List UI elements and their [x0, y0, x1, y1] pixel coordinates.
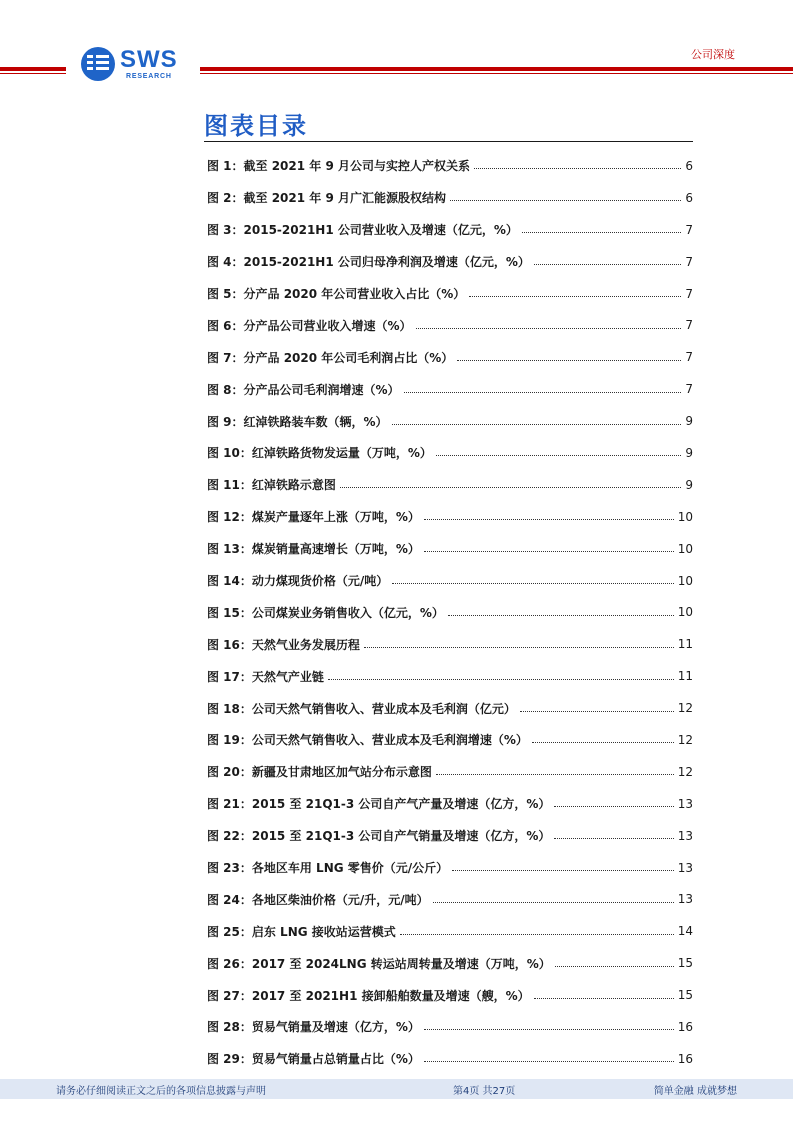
- toc-entry-label: 图 27：2017 至 2021H1 接卸船舶数量及增速（艘，%）: [207, 988, 530, 1003]
- toc-dot-leader: [340, 487, 681, 488]
- toc-entry-label: 图 1：截至 2021 年 9 月公司与实控人产权关系: [207, 159, 470, 174]
- toc-entry[interactable]: [207, 405, 693, 437]
- toc-dot-leader: [452, 870, 674, 871]
- toc-entry[interactable]: [207, 724, 693, 756]
- header-rule-right-thin: [200, 73, 793, 74]
- toc-entry-page: 7: [685, 222, 693, 237]
- toc-entry-label: 图 24：各地区柴油价格（元/升，元/吨）: [207, 892, 429, 907]
- toc-entry-page: 7: [685, 318, 693, 333]
- header-rule-left: [0, 67, 66, 71]
- toc-dot-leader: [404, 392, 682, 393]
- toc-entry[interactable]: [207, 820, 693, 852]
- toc-entry-label: 图 22：2015 至 21Q1-3 公司自产气销量及增速（亿方，%）: [207, 829, 551, 844]
- toc-entry-label: 图 10：红淖铁路货物发运量（万吨，%）: [207, 446, 432, 461]
- toc-entry-page: 16: [677, 1019, 693, 1034]
- toc-entry-page: 13: [677, 860, 693, 875]
- toc-entry-page: 6: [685, 190, 693, 205]
- header-rule-left-thin: [0, 73, 66, 74]
- toc-dot-leader: [554, 838, 673, 839]
- toc-entry-label: 图 3：2015-2021H1 公司营业收入及增速（亿元，%）: [207, 223, 518, 238]
- table-of-figures: [207, 150, 693, 1075]
- toc-dot-leader: [554, 806, 673, 807]
- toc-dot-leader: [364, 647, 674, 648]
- toc-entry[interactable]: [207, 596, 693, 628]
- toc-entry[interactable]: [207, 565, 693, 597]
- toc-dot-leader: [424, 551, 674, 552]
- toc-entry-label: 图 7：分产品 2020 年公司毛利润占比（%）: [207, 350, 454, 365]
- toc-entry-page: 10: [677, 605, 693, 620]
- toc-dot-leader: [433, 902, 674, 903]
- toc-entry[interactable]: [207, 979, 693, 1011]
- toc-entry[interactable]: [207, 182, 693, 214]
- toc-entry-page: 13: [677, 892, 693, 907]
- toc-entry[interactable]: [207, 150, 693, 182]
- toc-dot-leader: [392, 424, 682, 425]
- toc-dot-leader: [424, 1061, 674, 1062]
- toc-entry[interactable]: [207, 947, 693, 979]
- toc-entry[interactable]: [207, 278, 693, 310]
- toc-entry-label: 图 6：分产品公司营业收入增速（%）: [207, 318, 412, 333]
- toc-dot-leader: [450, 200, 681, 201]
- toc-dot-leader: [474, 168, 681, 169]
- toc-entry-page: 15: [677, 956, 693, 971]
- toc-entry-label: 图 13：煤炭销量高速增长（万吨，%）: [207, 542, 420, 557]
- toc-entry-page: 15: [677, 988, 693, 1003]
- toc-entry[interactable]: [207, 1011, 693, 1043]
- toc-entry-label: 图 11：红淖铁路示意图: [207, 478, 336, 493]
- toc-dot-leader: [400, 934, 674, 935]
- sws-logo-mark-icon: [80, 46, 116, 82]
- toc-entry-label: 图 8：分产品公司毛利润增速（%）: [207, 382, 400, 397]
- logo-wordmark: SWS: [120, 45, 178, 73]
- toc-entry-page: 9: [685, 445, 693, 460]
- toc-entry[interactable]: [207, 533, 693, 565]
- toc-entry-page: 13: [677, 828, 693, 843]
- toc-entry-page: 9: [685, 414, 693, 429]
- toc-entry-page: 7: [685, 286, 693, 301]
- toc-entry-page: 11: [677, 669, 693, 684]
- toc-entry-page: 16: [677, 1051, 693, 1066]
- toc-entry-label: 图 15：公司煤炭业务销售收入（亿元，%）: [207, 605, 444, 620]
- toc-entry-label: 图 25：启东 LNG 接收站运营模式: [207, 924, 396, 939]
- toc-entry[interactable]: [207, 660, 693, 692]
- toc-entry-label: 图 20：新疆及甘肃地区加气站分布示意图: [207, 765, 432, 780]
- toc-dot-leader: [328, 679, 674, 680]
- toc-entry-page: 12: [677, 764, 693, 779]
- toc-entry[interactable]: [207, 309, 693, 341]
- toc-dot-leader: [424, 519, 674, 520]
- toc-dot-leader: [424, 1029, 674, 1030]
- header-rule-right: [200, 67, 793, 71]
- toc-dot-leader: [555, 966, 674, 967]
- toc-entry-page: 7: [685, 350, 693, 365]
- toc-entry[interactable]: [207, 756, 693, 788]
- sws-logo: [80, 44, 178, 84]
- logo-subtext: RESEARCH: [126, 72, 172, 80]
- toc-entry-page: 7: [685, 382, 693, 397]
- toc-dot-leader: [522, 232, 681, 233]
- toc-entry[interactable]: [207, 1043, 693, 1075]
- footer-disclaimer: 请务必仔细阅读正文之后的各项信息披露与声明: [56, 1086, 266, 1097]
- toc-entry[interactable]: [207, 373, 693, 405]
- toc-entry-page: 14: [677, 924, 693, 939]
- toc-entry-page: 7: [685, 254, 693, 269]
- toc-entry-label: 图 23：各地区车用 LNG 零售价（元/公斤）: [207, 861, 449, 876]
- toc-entry-label: 图 29：贸易气销量占总销量占比（%）: [207, 1052, 420, 1067]
- toc-entry[interactable]: [207, 692, 693, 724]
- toc-entry[interactable]: [207, 246, 693, 278]
- toc-dot-leader: [534, 998, 674, 999]
- toc-entry-label: 图 26：2017 至 2024LNG 转运站周转量及增速（万吨，%）: [207, 956, 551, 971]
- toc-entry[interactable]: [207, 501, 693, 533]
- toc-entry[interactable]: [207, 469, 693, 501]
- toc-entry-page: 9: [685, 477, 693, 492]
- toc-entry-label: 图 28：贸易气销量及增速（亿方，%）: [207, 1020, 420, 1035]
- toc-entry-label: 图 4：2015-2021H1 公司归母净利润及增速（亿元，%）: [207, 255, 530, 270]
- toc-entry-page: 6: [685, 158, 693, 173]
- toc-entry-label: 图 18：公司天然气销售收入、营业成本及毛利润（亿元）: [207, 701, 516, 716]
- toc-entry-label: 图 9：红淖铁路装车数（辆，%）: [207, 414, 388, 429]
- toc-entry-page: 10: [677, 541, 693, 556]
- toc-entry-label: 图 21：2015 至 21Q1-3 公司自产气产量及增速（亿方，%）: [207, 797, 551, 812]
- toc-entry-page: 10: [677, 573, 693, 588]
- toc-dot-leader: [457, 360, 681, 361]
- toc-entry[interactable]: [207, 214, 693, 246]
- toc-entry-page: 11: [677, 637, 693, 652]
- toc-dot-leader: [436, 774, 674, 775]
- report-type-label: 公司深度: [691, 48, 735, 61]
- toc-entry-label: 图 12：煤炭产量逐年上涨（万吨，%）: [207, 510, 420, 525]
- toc-entry[interactable]: [207, 437, 693, 469]
- toc-entry-label: 图 5：分产品 2020 年公司营业收入占比（%）: [207, 287, 466, 301]
- toc-entry-label: 图 2：截至 2021 年 9 月广汇能源股权结构: [207, 191, 446, 206]
- toc-dot-leader: [469, 296, 681, 297]
- toc-dot-leader: [520, 711, 674, 712]
- title-divider: [204, 141, 693, 142]
- toc-entry[interactable]: [207, 788, 693, 820]
- toc-entry-page: 12: [677, 732, 693, 747]
- toc-dot-leader: [448, 615, 674, 616]
- toc-entry[interactable]: [207, 852, 693, 884]
- toc-entry[interactable]: [207, 341, 693, 373]
- toc-entry-label: 图 17：天然气产业链: [207, 669, 324, 684]
- toc-dot-leader: [534, 264, 681, 265]
- toc-entry[interactable]: [207, 915, 693, 947]
- toc-entry-label: 图 14：动力煤现货价格（元/吨）: [207, 574, 389, 589]
- toc-dot-leader: [436, 455, 681, 456]
- footer-slogan: 简单金融 成就梦想: [653, 1086, 737, 1097]
- toc-entry-page: 12: [677, 701, 693, 716]
- toc-entry[interactable]: [207, 628, 693, 660]
- toc-dot-leader: [416, 328, 682, 329]
- toc-dot-leader: [392, 583, 673, 584]
- toc-entry-page: 13: [677, 796, 693, 811]
- footer-page-number: 第4页 共27页: [453, 1086, 516, 1097]
- toc-entry-label: 图 19：公司天然气销售收入、营业成本及毛利润增速（%）: [207, 733, 528, 748]
- toc-dot-leader: [532, 742, 674, 743]
- page-title: 图表目录: [204, 112, 308, 140]
- toc-entry[interactable]: [207, 883, 693, 915]
- toc-entry-label: 图 16：天然气业务发展历程: [207, 637, 360, 652]
- toc-entry-page: 10: [677, 509, 693, 524]
